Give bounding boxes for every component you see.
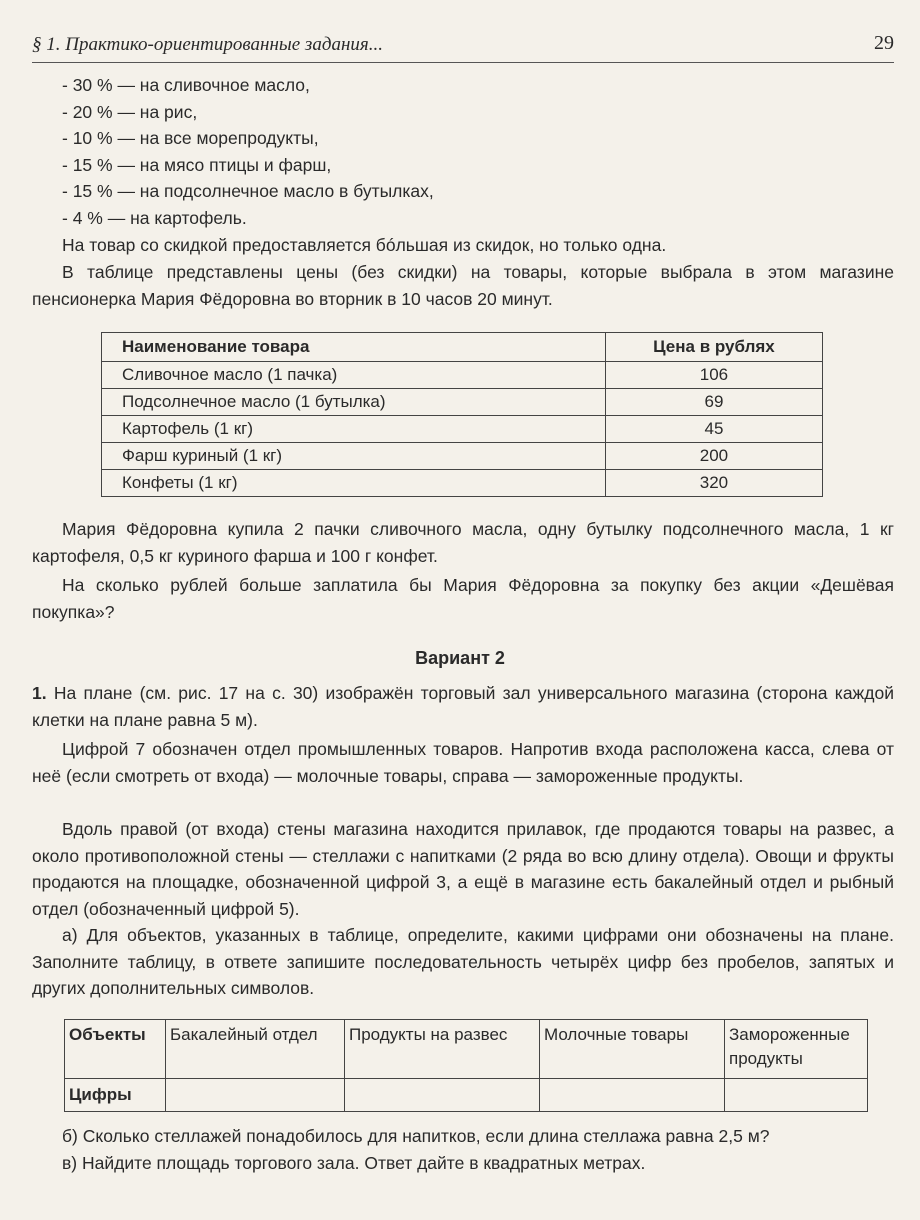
list-item: - 20 % — на рис, bbox=[62, 101, 198, 122]
discount-list bbox=[62, 72, 862, 232]
product-name: Конфеты (1 кг) bbox=[102, 470, 606, 497]
price-intro-paragraph: В таблице представлены цены (без скидки) на товары, которые выбрала в этом магазине пенсионерка Мария Фёдоровна во вторник в 10 часов 20 минут. bbox=[32, 262, 894, 309]
page-number: 29 bbox=[874, 32, 894, 54]
product-price: 69 bbox=[605, 389, 822, 416]
task-part-b: б) Сколько стеллажей понадобилось для напитков, если длина стеллажа равна 2,5 м? bbox=[62, 1126, 770, 1146]
product-price: 200 bbox=[605, 443, 822, 470]
product-name: Фарш куриный (1 кг) bbox=[102, 443, 606, 470]
price-table bbox=[101, 332, 823, 497]
question-paragraph: На сколько рублей больше заплатила бы Мария Фёдоровна за покупку без акции «Дешёвая покупка»? bbox=[32, 575, 894, 622]
table-row bbox=[65, 1020, 868, 1079]
table-row bbox=[65, 1079, 868, 1112]
product-price: 320 bbox=[605, 470, 822, 497]
variant-title: Вариант 2 bbox=[415, 648, 505, 668]
list-item: - 15 % — на мясо птицы и фарш, bbox=[62, 154, 332, 175]
product-name: Картофель (1 кг) bbox=[102, 416, 606, 443]
column-header-product: Наименование товара bbox=[102, 333, 606, 362]
task-paragraph-2: Вдоль правой (от входа) стены магазина находится прилавок, где продаются товары на развес, а около противоположной стены — стеллажи с напитками (2 ряда во всю длину отдела). Овощи и фрукты продаются на площадке, обозначенной цифрой 3, а ещё в магазине есть бакалейный отдел и рыбный отдел (обозначенный цифрой 5). bbox=[32, 819, 894, 919]
list-item: - 10 % — на все морепродукты, bbox=[62, 128, 319, 149]
object-cell: Бакалейный отдел bbox=[166, 1020, 345, 1079]
column-header-price: Цена в рублях bbox=[605, 333, 822, 362]
page-header bbox=[32, 30, 894, 63]
list-item: - 30 % — на сливочное масло, bbox=[62, 75, 310, 95]
object-cell: Продукты на развес bbox=[345, 1020, 540, 1079]
task-number: 1. bbox=[32, 683, 47, 703]
table-row bbox=[102, 416, 823, 443]
purchase-paragraph: Мария Фёдоровна купила 2 пачки сливочного масла, одну бутылку подсолнечного масла, 1 кг картофеля, 0,5 кг куриного фарша и 100 г конфет. bbox=[32, 519, 894, 566]
task-part-c: в) Найдите площадь торгового зала. Ответ дайте в квадратных метрах. bbox=[62, 1153, 646, 1173]
object-cell: Замороженные продукты bbox=[725, 1020, 868, 1079]
table-row bbox=[102, 443, 823, 470]
objects-table bbox=[64, 1019, 868, 1112]
table-header-row bbox=[102, 333, 823, 362]
product-name: Сливочное масло (1 пачка) bbox=[102, 362, 606, 389]
task-intro bbox=[32, 680, 894, 733]
digit-answer-cell bbox=[166, 1079, 345, 1112]
product-price: 106 bbox=[605, 362, 822, 389]
product-price: 45 bbox=[605, 416, 822, 443]
task-intro-text: На плане (см. рис. 17 на с. 30) изображён торговый зал универсального магазина (сторона каждой клетки на плане равна 5 м). bbox=[32, 683, 894, 730]
task-part-a: а) Для объектов, указанных в таблице, определите, какими цифрами они обозначены на плане. Заполните таблицу, в ответе запишите последовательность четырёх цифр без пробелов, запятых и других дополнительных символов. bbox=[32, 925, 894, 998]
digit-answer-cell bbox=[345, 1079, 540, 1112]
list-item: - 15 % — на подсолнечное масло в бутылках, bbox=[62, 181, 434, 202]
row-header-digits: Цифры bbox=[65, 1079, 166, 1112]
object-cell: Молочные товары bbox=[540, 1020, 725, 1079]
table-row bbox=[102, 470, 823, 497]
digit-answer-cell bbox=[540, 1079, 725, 1112]
discount-rule-paragraph: На товар со скидкой предоставляется бóльшая из скидок, но только одна. bbox=[62, 235, 667, 255]
row-header-objects: Объекты bbox=[65, 1020, 166, 1079]
list-item: - 4 % — на картофель. bbox=[62, 207, 247, 228]
product-name: Подсолнечное масло (1 бутылка) bbox=[102, 389, 606, 416]
table-row bbox=[102, 362, 823, 389]
table-row bbox=[102, 389, 823, 416]
section-title: § 1. Практико-ориентированные задания... bbox=[32, 34, 383, 55]
task-paragraph-1: Цифрой 7 обозначен отдел промышленных товаров. Напротив входа расположена касса, слева от неё (если смотреть от входа) — молочные товары, справа — замороженные продукты. bbox=[32, 739, 894, 786]
digit-answer-cell bbox=[725, 1079, 868, 1112]
